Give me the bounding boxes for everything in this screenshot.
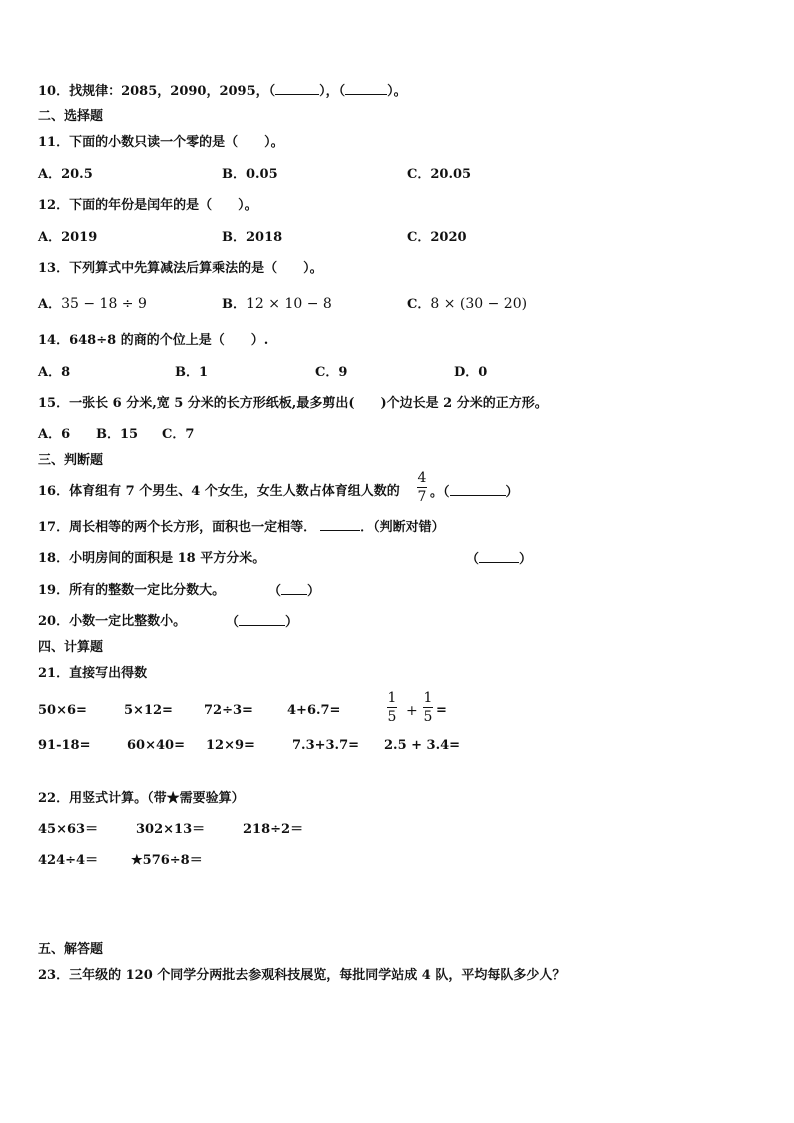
paren-close: ）: [519, 552, 533, 567]
question-11-option-c[interactable]: C．20.05: [407, 167, 472, 182]
fraction-four-sevenths: [416, 469, 428, 506]
answer-blank[interactable]: [281, 582, 307, 595]
question-15-option-b[interactable]: B．15: [96, 427, 139, 442]
question-10-sep: ），（: [319, 84, 346, 99]
option-label: B．: [222, 297, 246, 312]
fraction-one-fifth: [422, 689, 434, 726]
answer-blank[interactable]: [275, 82, 319, 95]
question-16: [38, 483, 400, 501]
question-11-stem: 11．下面的小数只读一个零的是（ ）。: [38, 135, 284, 150]
question-16-answer: [430, 483, 519, 502]
section-heading-judge: 三、判断题: [38, 453, 104, 468]
question-12-option-a[interactable]: A．2019: [38, 230, 98, 245]
question-19-answer: [268, 582, 320, 601]
calc-item[interactable]: 7.3+3.7=: [292, 738, 360, 753]
question-16-end: 。（: [430, 485, 450, 500]
paren-open: （: [466, 552, 480, 567]
answer-blank[interactable]: [320, 518, 360, 531]
answer-blank[interactable]: [239, 613, 285, 626]
answer-blank[interactable]: [479, 550, 519, 563]
question-17-text: 17．周长相等的两个长方形，面积也一定相等．: [38, 520, 317, 535]
question-20-answer: [226, 613, 298, 632]
question-23-text: 23．三年级的 120 个同学分两批去参观科技展览，每批同学站成 4 队，平均每队多少人？: [38, 968, 566, 983]
option-expression: 12 × 10 − 8: [246, 296, 332, 312]
fraction-numerator: 4: [417, 470, 427, 486]
paren-open: （: [226, 615, 240, 630]
question-13-option-b[interactable]: [222, 295, 332, 314]
option-label: A．: [38, 297, 62, 312]
question-12-option-c[interactable]: C．2020: [407, 230, 467, 245]
question-10-text: 10．找规律：2085，2090，2095，（: [38, 84, 276, 99]
paren-close: ）: [307, 584, 321, 599]
fraction-one-fifth: [386, 689, 398, 726]
question-14-stem: 14．648÷8 的商的个位上是（ ）.: [38, 333, 269, 348]
question-12-stem: 12．下面的年份是闰年的是（ ）。: [38, 198, 258, 213]
paren-close: ）: [285, 615, 299, 630]
vertical-calc-item[interactable]: 424÷4＝: [38, 853, 99, 868]
section-heading-choice: 二、选择题: [38, 109, 104, 124]
calc-item[interactable]: 2.5 + 3.4=: [384, 738, 461, 753]
question-13-option-c[interactable]: [407, 295, 527, 314]
fraction-denominator: 7: [417, 489, 427, 505]
question-13-stem: 13．下列算式中先算减法后算乘法的是（ ）。: [38, 261, 323, 276]
question-15-option-a[interactable]: A．6: [38, 427, 71, 442]
question-14-option-d[interactable]: D．0: [454, 365, 488, 380]
vertical-calc-item[interactable]: 302×13＝: [136, 822, 206, 837]
fraction-numerator: 1: [387, 690, 397, 706]
calc-item[interactable]: 12×9=: [206, 738, 255, 753]
question-14-option-c[interactable]: C．9: [315, 365, 348, 380]
question-17: [38, 518, 445, 537]
vertical-calc-item[interactable]: 218÷2＝: [243, 822, 304, 837]
question-10-end: ）。: [387, 84, 407, 99]
question-14-option-b[interactable]: B．1: [175, 365, 209, 380]
question-16-text: 16．体育组有 7 个男生、4 个女生，女生人数占体育组人数的: [38, 484, 400, 499]
option-expression: 35 − 18 ÷ 9: [61, 296, 147, 312]
calc-item[interactable]: 5×12=: [124, 703, 173, 718]
equals-sign[interactable]: =: [436, 703, 447, 718]
plus-sign: +: [406, 703, 418, 719]
question-19-text: 19．所有的整数一定比分数大。: [38, 583, 226, 598]
calc-item[interactable]: 50×6=: [38, 703, 87, 718]
calc-item[interactable]: 91-18=: [38, 738, 91, 753]
paren-open: （: [268, 584, 282, 599]
calc-item[interactable]: 72÷3=: [204, 703, 253, 718]
question-18-text: 18．小明房间的面积是 18 平方分米。: [38, 551, 266, 566]
vertical-calc-item[interactable]: 45×63＝: [38, 822, 99, 837]
question-17-end: ．（判断对错）: [360, 520, 445, 535]
fraction-denominator: 5: [423, 709, 433, 725]
section-heading-calc: 四、计算题: [38, 640, 104, 655]
option-expression: 8 × (30 − 20): [430, 296, 528, 312]
question-12-option-b[interactable]: B．2018: [222, 230, 283, 245]
question-13-option-a[interactable]: [38, 295, 147, 314]
question-10: [38, 82, 407, 101]
calc-item[interactable]: 4+6.7=: [287, 703, 341, 718]
question-11-option-a[interactable]: A．20.5: [38, 167, 93, 182]
question-21-stem: 21．直接写出得数: [38, 666, 148, 681]
question-20-text: 20．小数一定比整数小。: [38, 614, 187, 629]
answer-blank[interactable]: [450, 483, 506, 496]
question-15-stem: 15．一张长 6 分米,宽 5 分米的长方形纸板,最多剪出( )个边长是 2 分米的正方形。: [38, 396, 548, 411]
question-15-option-c[interactable]: C．7: [162, 427, 195, 442]
vertical-calc-item[interactable]: ★576÷8＝: [131, 853, 203, 868]
section-heading-solve: 五、解答题: [38, 942, 104, 957]
fraction-numerator: 1: [423, 690, 433, 706]
question-16-close: ）: [505, 485, 519, 500]
fraction-denominator: 5: [387, 709, 397, 725]
question-14-option-a[interactable]: A．8: [38, 365, 71, 380]
question-22-stem: 22．用竖式计算。（带★需要验算）: [38, 791, 245, 806]
answer-blank[interactable]: [345, 82, 387, 95]
question-18-answer: [466, 550, 532, 569]
calc-item[interactable]: 60×40=: [127, 738, 185, 753]
option-label: C．: [407, 297, 431, 312]
question-11-option-b[interactable]: B．0.05: [222, 167, 278, 182]
